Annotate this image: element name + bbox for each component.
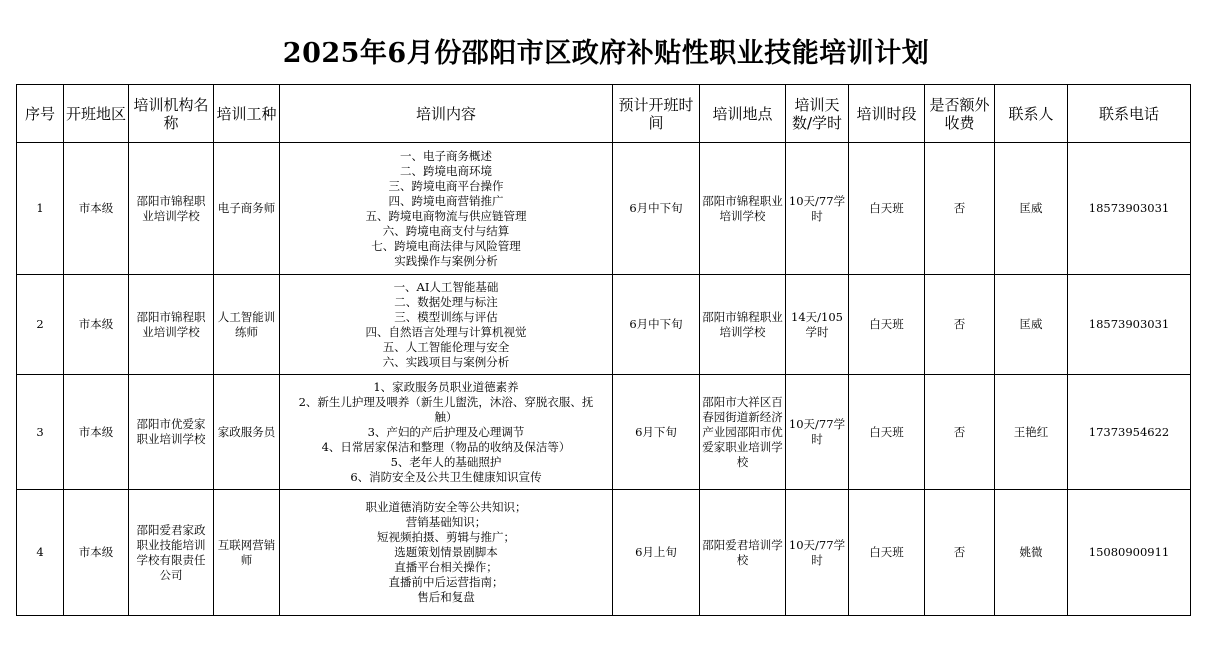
- row-trade: 互联网营销师: [214, 490, 280, 616]
- content-line: 三、跨境电商平台操作: [388, 178, 504, 193]
- row-days: 10天/77学时: [786, 375, 849, 490]
- row-period: 白天班: [849, 275, 925, 375]
- row-area: 市本级: [64, 490, 129, 616]
- row-days: 10天/77学时: [786, 490, 849, 616]
- row-number: 3: [17, 375, 64, 490]
- header-cell-start: 预计开班时间: [613, 85, 700, 143]
- content-line: 一、电子商务概述: [400, 148, 492, 163]
- content-line: 4、日常居家保洁和整理（物品的收纳及保洁等）: [321, 439, 571, 454]
- table-header-row: [17, 85, 1191, 143]
- row-fee: 否: [925, 275, 995, 375]
- row-number: 2: [17, 275, 64, 375]
- row-content: [280, 490, 613, 616]
- header-cell-fee: 是否额外收费: [925, 85, 995, 143]
- row-days: 10天/77学时: [786, 143, 849, 275]
- row-phone: 18573903031: [1068, 143, 1191, 275]
- header-cell-content: 培训内容: [280, 85, 613, 143]
- content-line: 职业道德消防安全等公共知识；: [365, 500, 527, 514]
- header-cell-period: 培训时段: [849, 85, 925, 143]
- content-line: 短视频拍摄、剪辑与推广；: [377, 530, 515, 544]
- header-cell-org: 培训机构名称: [129, 85, 214, 143]
- content-line: 一、AI人工智能基础: [393, 279, 499, 294]
- row-place: 邵阳市大祥区百春园街道新经济产业园邵阳市优爱家职业培训学校: [700, 375, 786, 490]
- row-area: 市本级: [64, 143, 129, 275]
- content-line: 六、实践项目与案例分析: [382, 354, 510, 369]
- row-org: 邵阳市锦程职业培训学校: [129, 275, 214, 375]
- header-cell-place: 培训地点: [700, 85, 786, 143]
- row-trade: 电子商务师: [214, 143, 280, 275]
- content-line: 五、跨境电商物流与供应链管理: [365, 208, 527, 223]
- row-place: 邵阳市锦程职业培训学校: [700, 143, 786, 275]
- row-period: 白天班: [849, 143, 925, 275]
- content-line: 2、新生儿护理及喂养（新生儿盥洗，沐浴、穿脱衣服、抚: [298, 394, 594, 409]
- header-cell-trade: 培训工种: [214, 85, 280, 143]
- row-number: 1: [17, 143, 64, 275]
- content-line: 七、跨境电商法律与风险管理: [371, 238, 521, 253]
- row-number: 4: [17, 490, 64, 616]
- header-cell-area: 开班地区: [64, 85, 129, 143]
- header-cell-contact: 联系人: [995, 85, 1068, 143]
- row-fee: 否: [925, 490, 995, 616]
- row-phone: 17373954622: [1068, 375, 1191, 490]
- row-period: 白天班: [849, 375, 925, 490]
- row-days: 14天/105学时: [786, 275, 849, 375]
- content-line: 1、家政服务员职业道德素养: [373, 379, 519, 394]
- content-line: 售后和复盘: [417, 590, 475, 604]
- content-line: 直播平台相关操作；: [394, 560, 498, 574]
- row-fee: 否: [925, 375, 995, 490]
- row-org: 邵阳市优爱家职业培训学校: [129, 375, 214, 490]
- content-line: 6、消防安全及公共卫生健康知识宣传: [350, 469, 542, 484]
- content-line: 六、跨境电商支付与结算: [382, 223, 510, 238]
- row-phone: 18573903031: [1068, 275, 1191, 375]
- row-trade: 人工智能训练师: [214, 275, 280, 375]
- content-line: 三、模型训练与评估: [394, 309, 498, 324]
- row-content: [280, 275, 613, 375]
- content-line: 直播前中后运营指南；: [388, 575, 504, 589]
- row-trade: 家政服务员: [214, 375, 280, 490]
- row-contact: 匡威: [995, 275, 1068, 375]
- row-fee: 否: [925, 143, 995, 275]
- row-contact: 匡威: [995, 143, 1068, 275]
- content-line: 四、自然语言处理与计算机视觉: [365, 324, 527, 339]
- row-org: 邵阳市锦程职业培训学校: [129, 143, 214, 275]
- row-area: 市本级: [64, 375, 129, 490]
- row-place: 邵阳市锦程职业培训学校: [700, 275, 786, 375]
- content-line: 触）: [434, 409, 458, 424]
- row-start-time: 6月中下旬: [613, 143, 700, 275]
- content-line: 二、跨境电商环境: [400, 163, 492, 178]
- table-row: [17, 143, 1191, 275]
- row-period: 白天班: [849, 490, 925, 616]
- header-cell-no: 序号: [17, 85, 64, 143]
- content-line: 实践操作与案例分析: [394, 253, 498, 268]
- content-line: 营销基础知识；: [405, 515, 487, 529]
- header-cell-days: 培训天数/学时: [786, 85, 849, 143]
- page-title: 2025年6月份邵阳市区政府补贴性职业技能培训计划: [282, 38, 930, 69]
- content-line: 二、数据处理与标注: [394, 294, 498, 309]
- row-org: 邵阳爱君家政职业技能培训学校有限责任公司: [129, 490, 214, 616]
- row-content: [280, 375, 613, 490]
- training-plan-table: [16, 84, 1191, 616]
- content-line: 五、人工智能伦理与安全: [382, 339, 510, 354]
- row-content: [280, 143, 613, 275]
- row-contact: 姚微: [995, 490, 1068, 616]
- row-place: 邵阳爱君培训学校: [700, 490, 786, 616]
- row-start-time: 6月上旬: [613, 490, 700, 616]
- table-row: [17, 275, 1191, 375]
- content-line: 选题策划情景剧脚本: [394, 545, 498, 559]
- content-line: 5、老年人的基础照护: [390, 454, 502, 469]
- row-phone: 15080900911: [1068, 490, 1191, 616]
- header-cell-phone: 联系电话: [1068, 85, 1191, 143]
- row-area: 市本级: [64, 275, 129, 375]
- content-line: 四、跨境电商营销推广: [388, 193, 504, 208]
- table-row: [17, 375, 1191, 490]
- row-start-time: 6月下旬: [613, 375, 700, 490]
- content-line: 3、产妇的产后护理及心理调节: [367, 424, 525, 439]
- table-row: [17, 490, 1191, 616]
- row-contact: 王艳红: [995, 375, 1068, 490]
- row-start-time: 6月中下旬: [613, 275, 700, 375]
